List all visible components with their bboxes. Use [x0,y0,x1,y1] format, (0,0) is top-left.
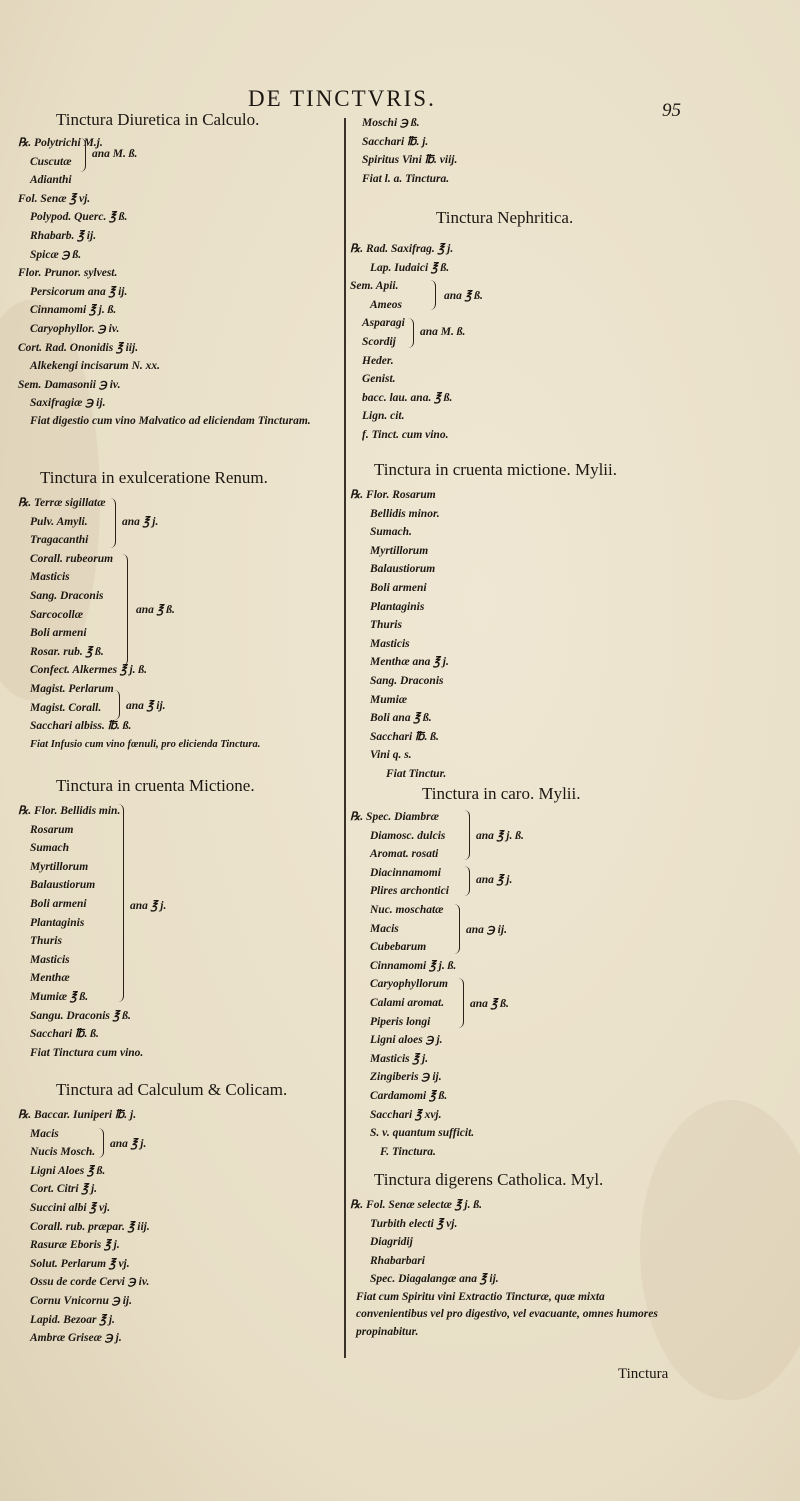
recipe-line: Fol. Senæ ℥ vj. [18,192,91,205]
recipe-line: Fiat l. a. Tinctura. [362,172,450,185]
recipe-line: Balaustiorum [370,563,436,576]
recipe-line: Bellidis minor. [370,507,440,520]
recipe-instruction: F. Tinctura. [380,1145,436,1158]
recipe-line: Genist. [362,373,396,386]
recipe-line: Macis [30,1127,59,1140]
recipe-line: Rosar. rub. ℥ ß. [30,645,104,658]
recipe-line: Zingiberis ℈ ij. [370,1071,442,1084]
recipe-line: Cort. Citri ℥ j. [30,1183,98,1196]
ana-label: ana ℥ j. [130,900,167,912]
recipe-line: Sem. Damasonii ℈ iv. [18,378,121,391]
section-heading: Tinctura in exulceratione Renum. [40,468,268,487]
recipe-line: Vini q. s. [370,749,412,762]
recipe-line: Balaustiorum [30,879,96,892]
section-heading: Tinctura Nephritica. [436,208,574,227]
section-heading: Tinctura digerens Catholica. Myl. [374,1170,604,1189]
recipe-line: Adianthi [30,174,72,187]
ana-label: ana ℥ ij. [126,700,166,712]
recipe-line: Masticis [30,953,70,966]
recipe-line: Boli armeni [30,627,87,640]
recipe-line: Sacchari ℔. j. [362,135,429,148]
recipe-line: Rhabarbari [370,1254,425,1267]
recipe-mictione [18,776,255,1062]
brace [122,554,128,666]
recipe-line: Lapid. Bezoar ℥ j. [30,1313,115,1326]
recipe-line: Diamosc. dulcis [370,829,446,842]
recipe-line: Diacinnamomi [370,866,441,879]
recipe-line: Moschi ℈ ß. [362,117,420,129]
ana-label: ana ℥ j. ß. [476,830,524,842]
recipe-line: Saxifragiæ ℈ ij. [30,397,106,410]
page-number: 95 [662,100,681,121]
recipe-diuretica [18,110,340,430]
recipe-line: Aromat. rosati [370,848,439,861]
recipe-line: Boli armeni [30,897,87,910]
recipe-line: Spec. Diagalangæ ana ℥ ij. [370,1273,499,1286]
recipe-instruction: Fiat digestio cum vino Malvatico ad eliciendam Tincturam. [30,414,311,427]
brace [98,1128,104,1158]
recipe-line: Thuris [30,935,62,948]
recipe-line: Rhabarb. ℥ ij. [30,229,97,242]
recipe-line: Plantaginis [370,600,425,613]
recipe-line: ℞. Terræ sigillatæ [18,497,106,509]
recipe-line: ℞. Fol. Senæ selectæ ℥ j. ß. [350,1199,482,1211]
recipe-line: Persicorum ana ℥ ij. [30,285,128,298]
brace [430,280,436,310]
recipe-line: Macis [370,922,399,935]
recipe-line: Myrtillorum [30,860,89,873]
recipe-line: Succini albi ℥ vj. [30,1201,111,1214]
recipe-line: Cuscutæ [30,155,72,168]
recipe-nephritica [350,208,573,445]
recipe-line: Boli ana ℥ ß. [370,712,432,725]
recipe-line: Flor. Prunor. sylvest. [18,267,118,280]
recipe-line: Masticis [370,637,410,650]
recipe-line: bacc. lau. ana. ℥ ß. [362,391,453,404]
recipe-line: Sem. Apii. [350,280,399,293]
ana-label: ana ℥ ß. [470,998,509,1010]
recipe-continuation [350,114,457,188]
recipe-line: Thuris [370,619,402,632]
recipe-renum [18,468,268,754]
brace [110,498,116,548]
recipe-line: Cort. Rad. Ononidis ℥ iij. [18,341,139,354]
recipe-line: Corall. rub. præpar. ℥ iij. [30,1220,150,1233]
recipe-line: Confect. Alkermes ℥ j. ß. [30,664,148,677]
recipe-line: Cinnamomi ℥ j. ß. [30,304,117,317]
recipe-line: Asparagi [362,317,405,330]
section-heading: Tinctura Diuretica in Calculo. [56,110,260,129]
recipe-line: Sacchari albiss. ℔. ß. [30,720,132,733]
brace [458,978,464,1028]
recipe-line: ℞. Flor. Bellidis min. [18,805,121,817]
recipe-line: Sacchari ℔. ß. [30,1028,99,1041]
recipe-line: Magist. Corall. [30,701,102,714]
recipe-instruction: Fiat Tinctura cum vino. [30,1046,144,1059]
brace [408,318,414,348]
brace [454,904,460,954]
ana-label: ana ℥ j. [476,874,513,886]
recipe-digerens-catholica [350,1170,676,1341]
recipe-line: Sang. Draconis [30,589,104,602]
recipe-line: Plantaginis [30,916,85,929]
recipe-line: Caryophyllor. ℈ iv. [30,322,120,335]
recipe-line: Scordij [362,335,396,348]
recipe-line: Sumach. [370,526,412,539]
recipe-line: Nucis Mosch. [30,1146,96,1159]
recipe-line: Diagridij [370,1236,413,1249]
recipe-line: Lign. cit. [362,410,405,423]
ana-label: ana ℥ ß. [444,290,483,302]
recipe-line: S. v. quantum sufficit. [370,1127,475,1140]
recipe-line: Pulv. Amyli. [30,515,88,528]
section-heading: Tinctura ad Calculum & Colicam. [56,1080,288,1099]
recipe-line: Rasuræ Eboris ℥ j. [30,1239,120,1252]
recipe-mictione-mylii [350,460,617,784]
ana-label: ana ℈ ij. [466,924,507,936]
recipe-line: Cubebarum [370,941,427,954]
column-divider [344,118,346,1358]
recipe-line: ℞. Spec. Diambræ [350,811,439,823]
recipe-line: Tragacanthi [30,534,89,547]
recipe-line: Cornu Vnicornu ℈ ij. [30,1294,132,1307]
recipe-line: ℞. Rad. Saxifrag. ℥ j. [350,243,454,255]
recipe-line: Ossu de corde Cervi ℈ iv. [30,1276,150,1289]
recipe-line: Piperis longi [370,1015,431,1028]
recipe-line: Sarcocollæ [30,608,84,621]
recipe-line: Rosarum [30,823,74,836]
recipe-line: Ameos [370,298,402,311]
recipe-line: Sangu. Draconis ℥ ß. [30,1009,131,1022]
brace [114,690,120,720]
recipe-line: Spicæ ℈ ß. [30,248,82,261]
recipe-line: Ambræ Griseæ ℈ j. [30,1332,122,1345]
recipe-instruction: f. Tinct. cum vino. [362,428,449,441]
recipe-line: ℞. Polytrichi M.j. [18,137,103,149]
recipe-line: Cardamomi ℥ ß. [370,1089,448,1102]
recipe-line: Cinnamomi ℥ j. ß. [370,959,457,972]
running-title: DE TINCTVRIS. [248,86,436,111]
recipe-line: Nuc. moschatæ [370,903,444,916]
recipe-line: Heder. [362,354,394,367]
brace [464,866,470,896]
recipe-line: Corall. rubeorum [30,552,114,565]
catchword: Tinctura [618,1366,669,1382]
recipe-line: ℞. Baccar. Iuniperi ℔. j. [18,1109,137,1121]
brace [464,810,470,860]
recipe-instruction: Fiat Tinctur. [386,767,447,780]
recipe-line: Mumiæ ℥ ß. [30,990,89,1003]
recipe-line: Caryophyllorum [370,978,448,991]
recipe-line: Alkekengi incisarum N. xx. [30,360,161,373]
recipe-line: Sang. Draconis [370,674,444,687]
recipe-line: Masticis ℥ j. [370,1052,429,1065]
recipe-line: Mumiæ [370,693,408,706]
section-heading: Tinctura in cruenta mictione. Mylii. [374,460,617,479]
recipe-line: Polypod. Querc. ℥ ß. [30,211,128,224]
ana-label: ana M. ß. [420,326,466,338]
recipe-line: Magist. Perlarum [30,682,114,695]
recipe-line: Ligni Aloes ℥ ß. [30,1164,106,1177]
recipe-line: Menthæ [30,972,70,985]
recipe-line: Ligni aloes ℈ j. [370,1034,443,1047]
brace [80,138,86,172]
recipe-line: Calami aromat. [370,996,445,1009]
section-heading: Tinctura in cruenta Mictione. [56,776,255,795]
recipe-calculum-colicam [18,1080,287,1348]
brace [118,804,124,1002]
recipe-line: Sacchari ℔. ß. [370,730,439,743]
recipe-line: Sumach [30,842,69,855]
recipe-instruction: Fiat Infusio cum vino fœnuli, pro elicienda Tinctura. [30,738,261,750]
ana-label: ana ℥ j. [110,1138,147,1150]
recipe-line: Plires archontici [370,885,449,898]
recipe-line: Lap. Iudaici ℥ ß. [370,261,450,274]
ana-label: ana ℥ j. [122,516,159,528]
recipe-line: ℞. Flor. Rosarum [350,489,436,501]
recipe-line: Sacchari ℥ xvj. [370,1108,442,1121]
recipe-line: Menthæ ana ℥ j. [370,656,449,669]
recipe-instruction: Fiat cum Spiritu vini Extractio Tincturæ, quæ mixta convenientibus vel pro digestivo, vel evacuante, omnes humores propinabitur. [356,1290,658,1338]
recipe-line: Spiritus Vini ℔. viij. [362,154,458,167]
recipe-line: Boli armeni [370,581,427,594]
recipe-line: Solut. Perlarum ℥ vj. [30,1257,130,1270]
recipe-line: Turbith electi ℥ vj. [370,1217,458,1230]
ana-label: ana ℥ ß. [136,604,175,616]
section-heading: Tinctura in caro. Mylii. [422,784,581,803]
ana-label: ana M. ß. [92,148,138,160]
recipe-line: Myrtillorum [370,544,429,557]
recipe-line: Masticis [30,571,70,584]
recipe-caro-mylii [350,784,581,1161]
